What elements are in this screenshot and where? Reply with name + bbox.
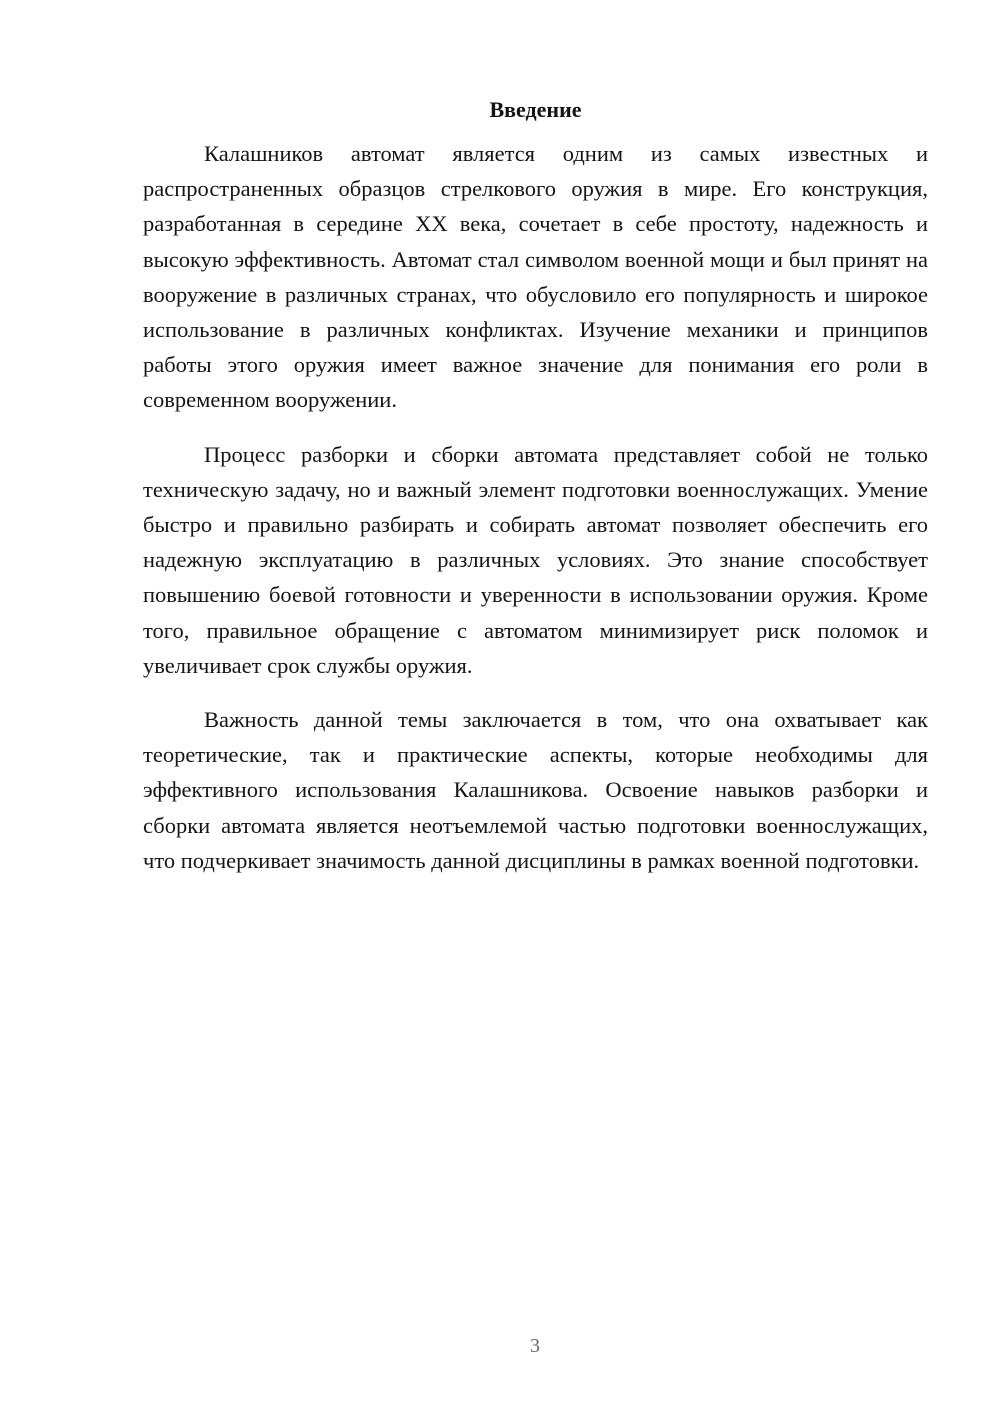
page-number: 3 <box>530 1335 540 1357</box>
paragraph-assembly-process: Процесс разборки и сборки автомата представляет собой не только техническую задачу, но и важный элемент подготовки военнослужащих. Умение быстро и правильно разбирать и собирать автомат позволяет обеспечить его надежную эксплуатацию в различных условиях. Это знание способствует повышению боевой готовности и уверенности в использовании оружия. Кроме того, правильное обращение с автоматом минимизирует риск поломок и увеличивает срок службы оружия. <box>143 441 928 678</box>
page-content <box>143 94 928 897</box>
paragraph-topic-importance: Важность данной темы заключается в том, что она охватывает как теоретические, так и практические аспекты, которые необходимы для эффективного использования Калашникова. Освоение навыков разборки и сборки автомата является неотъемлемой частью подготовки военнослужащих, что подчеркивает значимость данной дисциплины в рамках военной подготовки. <box>143 707 928 873</box>
section-title: Введение <box>489 97 582 122</box>
paragraph-intro: Калашников автомат является одним из самых известных и распространенных образцов стрелкового оружия в мире. Его конструкция, разработанная в середине XX века, сочетает в себе простоту, надежность и высокую эффективность. Автомат стал символом военной мощи и был принят на вооружение в различных странах, что обусловило его популярность и широкое использование в различных конфликтах. Изучение механики и принципов работы этого оружия имеет важное значение для понимания его роли в современном вооружении. <box>143 141 928 413</box>
